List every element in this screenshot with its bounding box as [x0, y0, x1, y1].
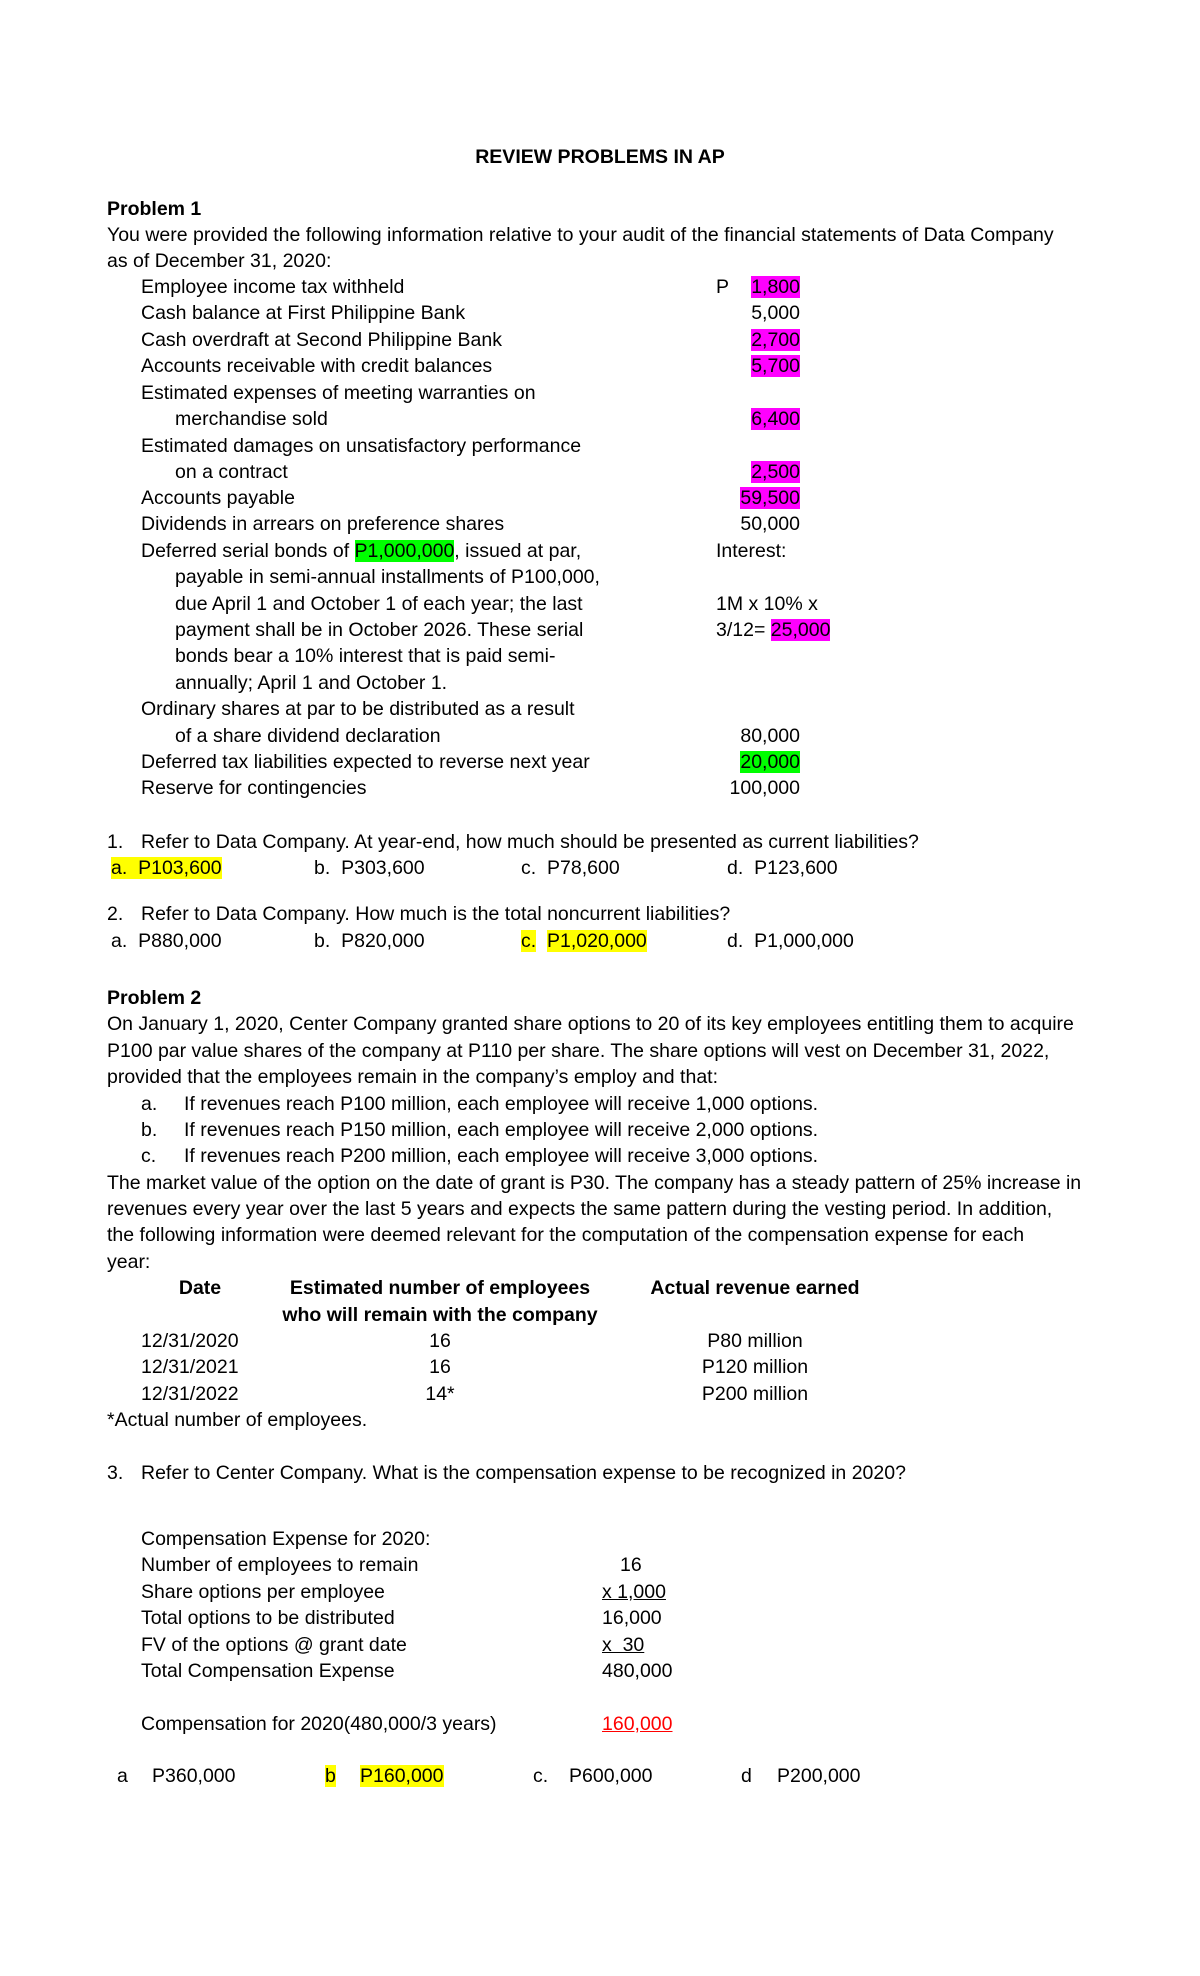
item-value: 6,400 [751, 408, 800, 430]
comp-title: Compensation Expense for 2020: [141, 1528, 431, 1550]
table-header-date: Date [178, 1277, 222, 1299]
item-label: Estimated expenses of meeting warranties on [141, 382, 536, 404]
condition-letter: b. [141, 1119, 158, 1141]
table-footnote: *Actual number of employees. [107, 1409, 368, 1431]
page-title: REVIEW PROBLEMS IN AP [475, 146, 725, 168]
item-label-cont: merchandise sold [175, 408, 328, 430]
interest-calc-result: 3/12= 25,000 [716, 619, 831, 641]
comp-final-label: Compensation for 2020(480,000/3 years) [141, 1713, 497, 1735]
comp-label: Share options per employee [141, 1581, 385, 1603]
comp-label: FV of the options @ grant date [141, 1634, 407, 1656]
q3-choice-d-letter: d [741, 1765, 752, 1787]
q3-choice-a-letter: a [117, 1765, 128, 1787]
comp-label: Number of employees to remain [141, 1554, 419, 1576]
comp-value: x 1,000 [602, 1581, 666, 1603]
q1-choice-d: d. P123,600 [727, 857, 838, 879]
interest-note: Interest: [716, 540, 787, 562]
q3-choice-c: P600,000 [569, 1765, 653, 1787]
problem-2-text: The market value of the option on the date of grant is P30. The company has a steady pattern of 25% increase in [107, 1172, 1082, 1194]
problem-2-text: revenues every year over the last 5 years and expects the same pattern during the vesting period. In addition, [107, 1198, 1053, 1220]
q3-choice-a: P360,000 [152, 1765, 236, 1787]
table-cell-employees: 16 [429, 1330, 451, 1352]
table-cell-revenue: P200 million [701, 1383, 809, 1405]
comp-label: Total options to be distributed [141, 1607, 395, 1629]
q1-number: 1. [107, 831, 124, 853]
comp-value: 16 [620, 1554, 642, 1576]
item-value: 20,000 [740, 751, 800, 773]
item-label: Ordinary shares at par to be distributed as a result [141, 698, 575, 720]
table-cell-date: 12/31/2020 [141, 1330, 239, 1352]
item-value: 59,500 [740, 487, 800, 509]
condition-text: If revenues reach P150 million, each employee will receive 2,000 options. [184, 1119, 819, 1141]
item-value: 2,500 [751, 461, 800, 483]
q1-choice-c: c. P78,600 [521, 857, 620, 879]
q3-choice-b: P160,000 [360, 1765, 444, 1787]
bonds-text: annually; April 1 and October 1. [175, 672, 448, 694]
q3-number: 3. [107, 1462, 124, 1484]
item-value: 5,700 [751, 355, 800, 377]
table-header-employees: Estimated number of employees [289, 1277, 591, 1299]
q2-number: 2. [107, 903, 124, 925]
q2-choice-c: c. P1,020,000 [521, 930, 647, 952]
condition-letter: a. [141, 1093, 158, 1115]
item-value: 100,000 [729, 777, 800, 799]
item-label-cont: of a share dividend declaration [175, 725, 441, 747]
item-label: Deferred tax liabilities expected to reverse next year [141, 751, 590, 773]
q3-text: Refer to Center Company. What is the compensation expense to be recognized in 2020? [141, 1462, 906, 1484]
problem-2-text: provided that the employees remain in the company’s employ and that: [107, 1066, 718, 1088]
comp-value: 16,000 [602, 1607, 662, 1629]
bonds-label: Deferred serial bonds of P1,000,000, issued at par, [141, 540, 582, 562]
bonds-text: due April 1 and October 1 of each year; the last [175, 593, 583, 615]
item-value: 5,000 [751, 302, 800, 324]
q2-text: Refer to Data Company. How much is the total noncurrent liabilities? [141, 903, 731, 925]
q1-choice-a: a. P103,600 [111, 857, 222, 879]
comp-value: 480,000 [602, 1660, 673, 1682]
problem-1-intro-2: as of December 31, 2020: [107, 250, 332, 272]
table-header-revenue: Actual revenue earned [650, 1277, 860, 1299]
table-cell-employees: 16 [429, 1356, 451, 1378]
item-value: 80,000 [740, 725, 800, 747]
item-label: Cash overdraft at Second Philippine Bank [141, 329, 502, 351]
q2-choice-d: d. P1,000,000 [727, 930, 854, 952]
bonds-text: payable in semi-annual installments of P100,000, [175, 566, 600, 588]
interest-calc: 1M x 10% x [716, 593, 818, 615]
bonds-text: bonds bear a 10% interest that is paid semi- [175, 645, 556, 667]
condition-text: If revenues reach P100 million, each employee will receive 1,000 options. [184, 1093, 819, 1115]
condition-text: If revenues reach P200 million, each employee will receive 3,000 options. [184, 1145, 819, 1167]
q2-choice-a: a. P880,000 [111, 930, 222, 952]
q3-choice-c-letter: c. [533, 1765, 549, 1787]
item-label: Accounts payable [141, 487, 295, 509]
problem-1-intro: You were provided the following information relative to your audit of the financial statements of Data Company [107, 224, 1054, 246]
table-cell-date: 12/31/2021 [141, 1356, 239, 1378]
problem-2-text: the following information were deemed relevant for the computation of the compensation expense for each [107, 1224, 1025, 1246]
bonds-text: payment shall be in October 2026. These serial [175, 619, 584, 641]
q3-choice-b-letter: b [325, 1765, 336, 1787]
table-cell-date: 12/31/2022 [141, 1383, 239, 1405]
item-value: 50,000 [740, 513, 800, 535]
problem-2-text: year: [107, 1251, 151, 1273]
q1-text: Refer to Data Company. At year-end, how much should be presented as current liabilities? [141, 831, 919, 853]
currency-symbol: P [716, 276, 730, 298]
comp-final-value: 160,000 [602, 1713, 673, 1735]
condition-letter: c. [141, 1145, 157, 1167]
table-cell-revenue: P120 million [701, 1356, 809, 1378]
item-label: Reserve for contingencies [141, 777, 367, 799]
q1-choice-b: b. P303,600 [314, 857, 425, 879]
item-label: Dividends in arrears on preference shares [141, 513, 505, 535]
item-value: 2,700 [751, 329, 800, 351]
item-label: Employee income tax withheld [141, 276, 405, 298]
q2-choice-b: b. P820,000 [314, 930, 425, 952]
item-value: 1,800 [751, 276, 800, 298]
table-cell-employees: 14* [425, 1383, 455, 1405]
item-label-cont: on a contract [175, 461, 288, 483]
comp-value: x 30 [602, 1634, 645, 1656]
table-cell-revenue: P80 million [707, 1330, 803, 1352]
item-label: Estimated damages on unsatisfactory performance [141, 435, 582, 457]
problem-2-heading: Problem 2 [107, 987, 202, 1009]
table-header-employees-2: who will remain with the company [282, 1304, 598, 1326]
item-label: Accounts receivable with credit balances [141, 355, 493, 377]
item-label: Cash balance at First Philippine Bank [141, 302, 466, 324]
problem-2-text: On January 1, 2020, Center Company granted share options to 20 of its key employees entitling them to acquire [107, 1013, 1074, 1035]
problem-1-heading: Problem 1 [107, 198, 202, 220]
problem-2-text: P100 par value shares of the company at P110 per share. The share options will vest on December 31, 2022, [107, 1040, 1050, 1062]
q3-choice-d: P200,000 [777, 1765, 861, 1787]
comp-label: Total Compensation Expense [141, 1660, 395, 1682]
